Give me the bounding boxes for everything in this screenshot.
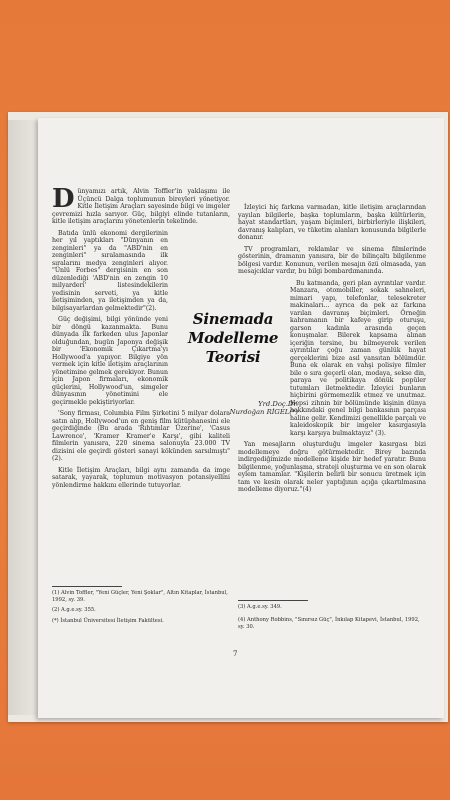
footnote: (4) Anthony Robbins, "Sınırsız Güç", İnkılap Kitapevi, İstanbul, 1992, sy. 30.: [238, 617, 420, 630]
paragraph: 'Sony firması, Columbia Film Şirketini 5 milyar dolara satın alıp, Hollywood'un en geniş film kütüphanesini ele geçirdiğinde (Bu arada 'Rıhtımlar Üzerine', 'Casus Lawrence', 'Kramer Kramer'e Karşı', gibi kaliteli filmlerin yanısıra, 220 sinema salonuyla 23.000 TV dizisini ele geçirdi gösteri sanayi kökünden sarsılmıştı"(2).: [52, 410, 230, 462]
author-byline: [188, 400, 298, 416]
footnote: (1) Alvin Toffler, "Yeni Güçler, Yeni Şoklar", Altın Kitaplar, İstanbul, 1992, sy. 39.: [52, 590, 228, 603]
paragraph: Dünyamızı artık, Alvin Toffler'in yaklaşımı ile Üçüncü Dalga toplumunun bireyleri yönetiyor. Kitle İletişim Araçları sayesinde bilgi ve imgeler çevremizi hızla sarıyor. Güç, bilgiyi elinde tutanların, kitle iletişim araçlarını yönetenlerin tekelinde.: [52, 184, 230, 225]
title-line: Sinemada: [192, 310, 274, 328]
paragraph: Güç değişimi, bilgi yönünde yeni bir döngü kazanmakta. Bunu dünyada ilk farkeden ulus Japonlar olduğundan, bugün Japonya değişik bir 'Ekonomik Çıkartma'yı Hollywood'a yapıyor. Bilgiye yön vermek için kitle iletişim araçlarının yönetimine gelmek gerekiyor. Bunun için Japon firmaları, ekonomik güçlerini, Hollywood'un, simgeler dünyasının yönetimini ele geçirmekle pekiştiriyorlar.: [52, 316, 168, 406]
title-line: Modelleme: [187, 329, 279, 347]
article-title: [183, 310, 283, 367]
paragraph: Yan mesajların oluşturduğu imgeler kasırgası bizi modellemeye doğru götürmektedir. Birey bazında indirgediğimizde modelleme kişide bir hedef yaratır. Bunu bilgilenme, yoğunlaşma, strateji oluşturma ve en son olarak eylem tamamlar. "Kişilerin belirli bir sonucu üretmek için tam ve kesin olarak neler yaptığının açığa çıkartılmasına modelleme diyoruz."(4): [238, 441, 426, 493]
footnote: (*) İstanbul Üniversitesi İletişim Fakültesi.: [52, 618, 164, 624]
title-line: Teorisi: [205, 348, 261, 366]
footnote: (3) A.g.e.sy. 349.: [238, 604, 282, 610]
footnote-rule: [52, 586, 122, 587]
paragraph: Batıda ünlü ekonomi dergilerinin her yıl yaptıkları "Dünyanın en zenginleri" ya da "ABD'nin en zenginleri" sıralamasında ilk sıralarını medya zenginleri alıyor. "Ünlü Forbes" dergisinin en son düzenlediği 'ABD'nin en zengin 10 milyarderi' listesindekilerin yedisinin serveti, ya kitle iletişiminden, ya iletişimden ya da, bilgisayarlardan gelmektedir"(2).: [52, 229, 168, 312]
left-page-edge: [8, 120, 38, 715]
page-number: 7: [233, 650, 238, 658]
author-title: Yrd.Doç.Dr.: [258, 400, 298, 408]
drop-cap: D: [52, 184, 75, 214]
paragraph: İzleyici hiç farkına varmadan, kitle iletişim araçlarından yayılan bilgilerle, başka toplumların, başka kültürlerin, hayat standartları, yaşam biçimleri, birbirleriyle ilişkileri, davranış kalıpları, ve tüketim alanları konusunda bilgilerle donanır.: [238, 204, 426, 241]
magazine-page: [38, 118, 444, 718]
paragraph: TV programları, reklamlar ve sinema filmlerinde gösterinin, dramanın yanısıra, bir de bilinçaltı bilgilenme bölgesi vardır. Konunun, verilen mesajın özü olmasada, yan mesajcıklar vardır, bu bilgi bombardımanında.: [238, 245, 426, 275]
footnote-rule: [238, 600, 308, 601]
author-name: Nurdoğan RİGEL(*): [229, 408, 298, 416]
paragraph: Bu katmanda, geri plan ayrıntılar vardır. Manzara, otomobiller, sokak sahneleri, mimari yapı, telefonlar, telesekreter makinaları... ayrıca da pek az farkına varılan davranış biçimleri. Örneğin kahramanın bir kafeye girip oturuşu, garson kadınla arasında geçen konuşmalar. Bilerek kapsama alınan içeriğin tersine, bu bilmeyerek verilen ayrıntılar çoğu zaman günlük hayat gerçeklerini bize asıl yansıtan bölümdür. Buna ek olarak en vahşi polisiye filmler bile o sıra geçerli olan, modaya, sekse din, paraya ve politikaya dönük popüler tutumları iletmektedir. İzleyici bunların hiçbirini görmemezlik etmez ve unutmaz. Hepsi zihnin bir bölümünde kişinin dünya hakkındaki genel bilgi bankasının parçası haline gelir. Kendimizi genellikle parçalı ve kaleidoskopik bir imgeler kasırgasıyla karşı karşıya bulmaktayız" (3).: [290, 279, 426, 437]
paragraph: Kitle İletişim Araçları, bilgi aynı zamanda da imge satarak, yayarak, toplumun motivasyon potansiyellini yönlendirme hakkını ellerinde tutuyorlar.: [52, 466, 230, 489]
footnote: (2) A.g.e.sy. 355.: [52, 607, 96, 613]
